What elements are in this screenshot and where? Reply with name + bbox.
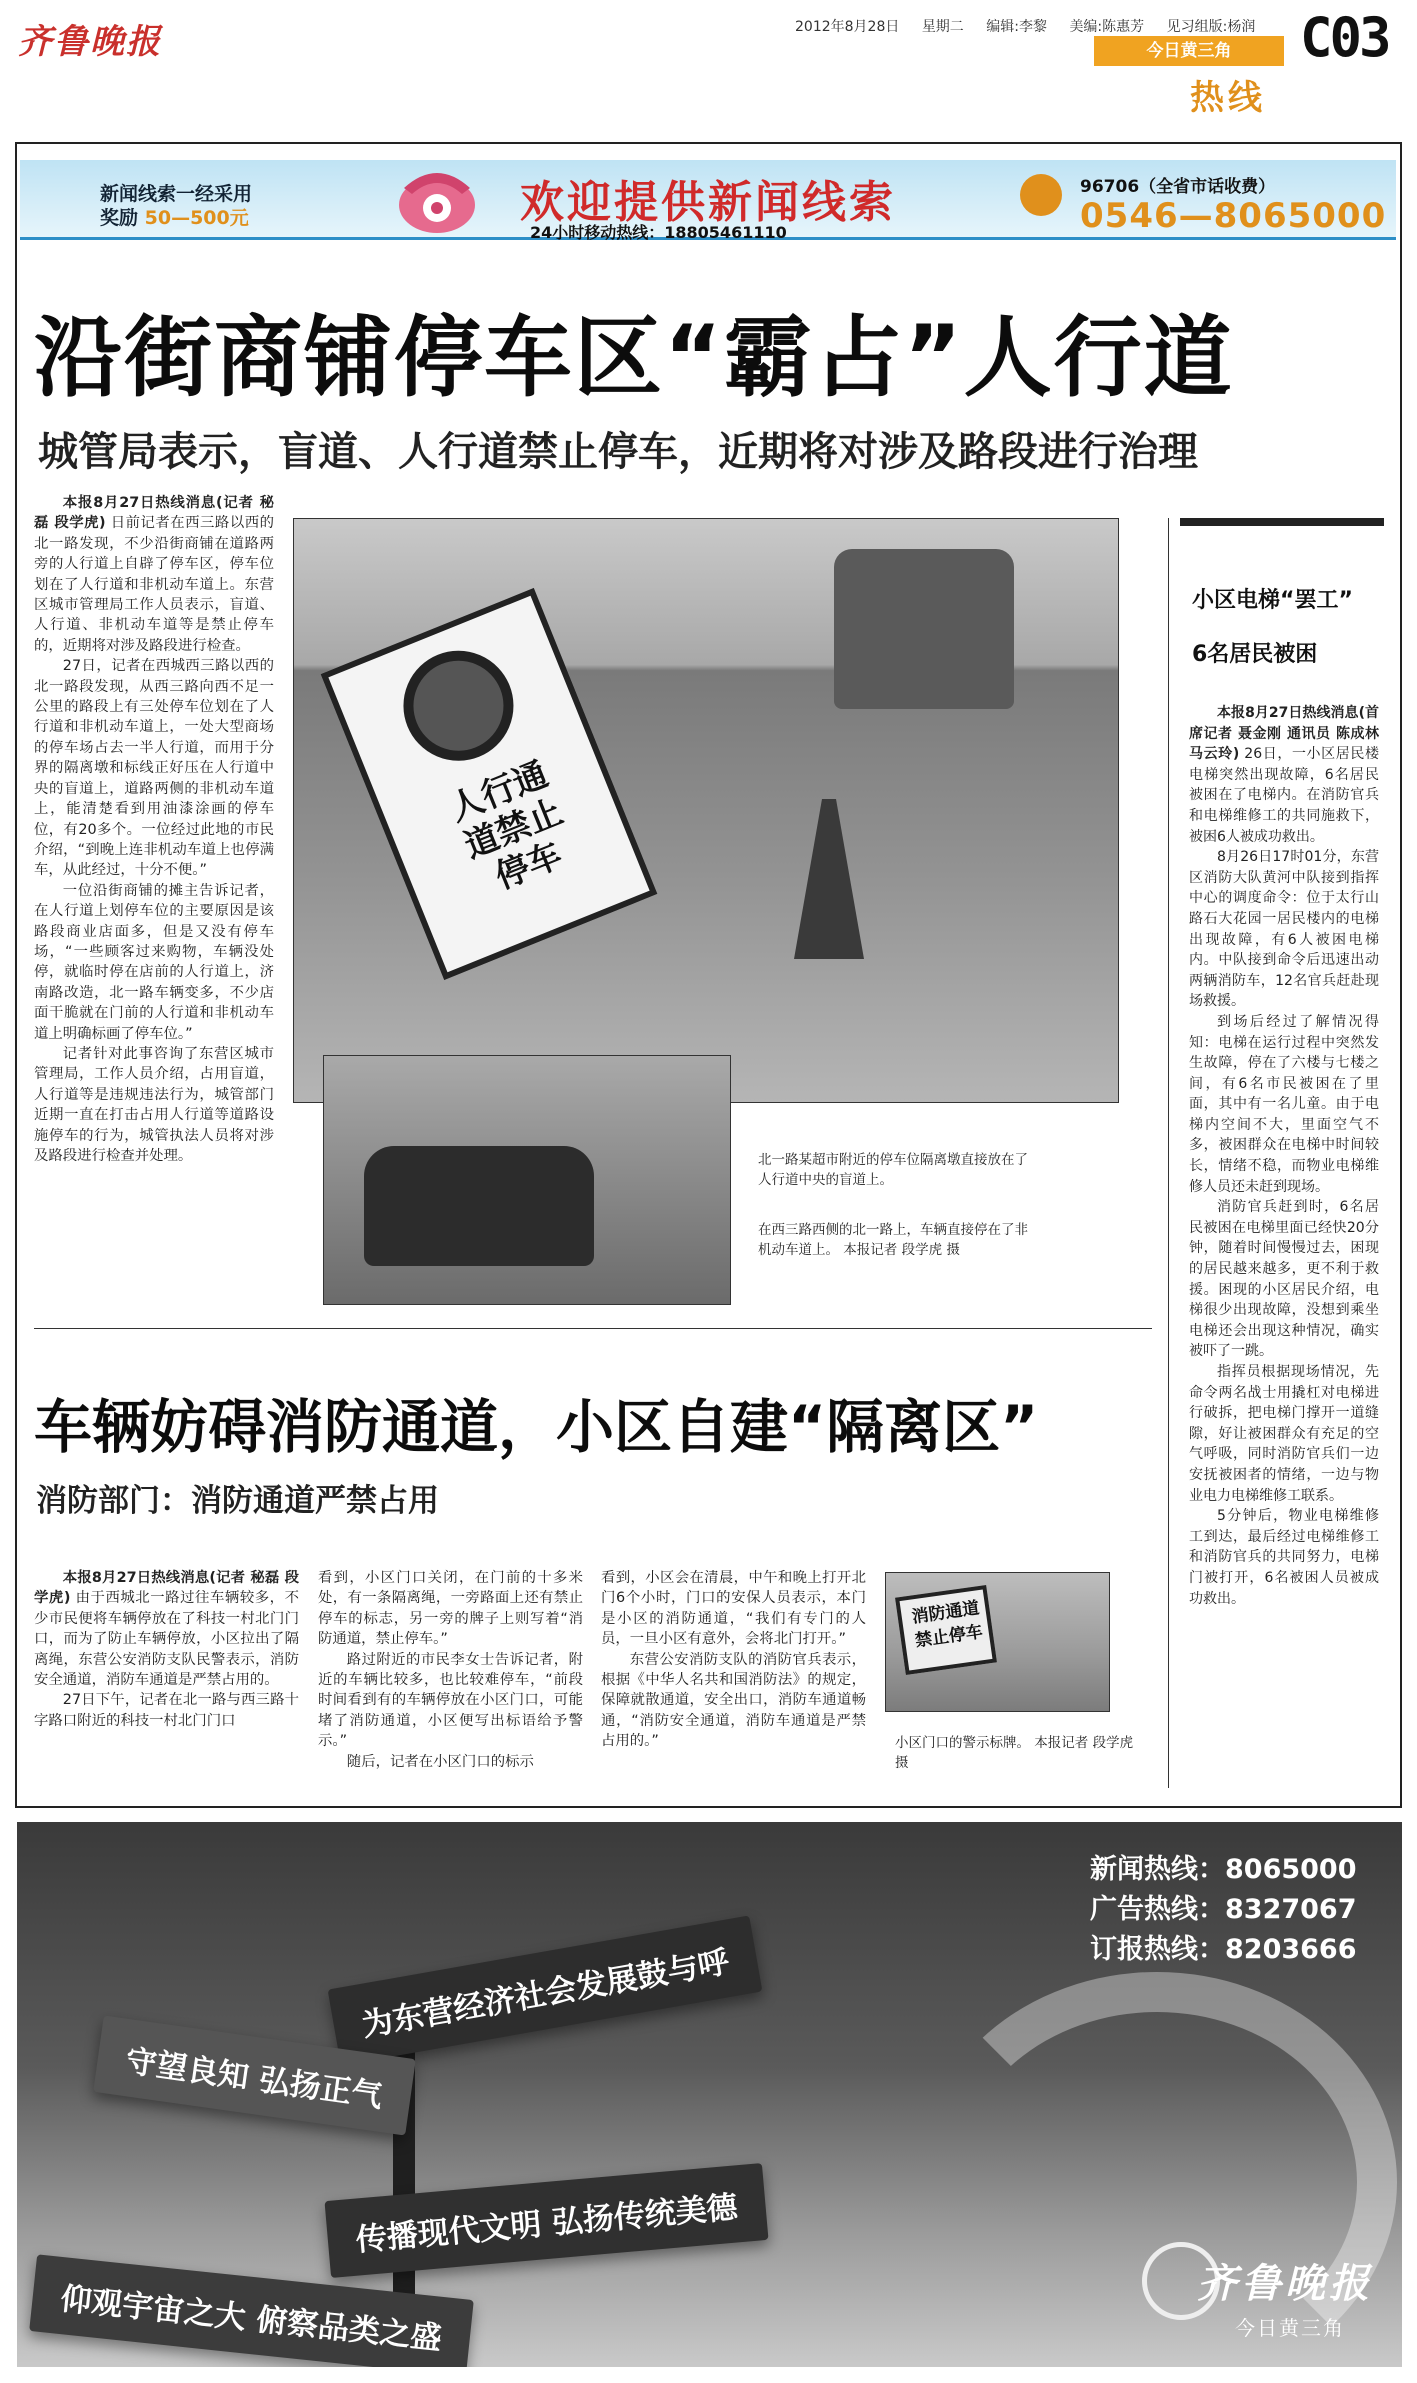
reward-amount: 50—500元 <box>144 207 249 229</box>
sidebar-paragraph: 指挥员根据现场情况，先命令两名战士用撬杠对电梯进行破拆，把电梯门撑开一道缝隙，好让被困群众有充足的空气呼吸，同时消防官兵们一边安抚被困者的情绪，一边与物业电力电梯维修工联系。 <box>1189 1364 1379 1504</box>
issue-date: 2012年8月28日 <box>795 19 900 35</box>
story2-subheadline: 消防部门：消防通道严禁占用 <box>36 1483 439 1519</box>
photo-caption: 北一路某超市附近的停车位隔离墩直接放在了人行道中央的盲道上。 <box>758 1152 1028 1188</box>
reward-line: 新闻线索一经采用 <box>100 183 253 205</box>
sidebar-paragraph: 26日，一小区居民楼电梯突然出现故障，6名居民被困在了电梯内。在消防官兵和电梯维修工的共同施救下，被困6人被成功救出。 <box>1189 746 1379 845</box>
photo-caption: 在西三路西侧的北一路上，车辆直接停在了非机动车道上。 本报记者 段学虎 摄 <box>758 1222 1028 1258</box>
story2-paragraph: 随后，记者在小区门口的标示 <box>346 1753 534 1770</box>
story2-paragraph: 27日下午，记者在北一路与西三路十字路口附近的科技一村北门门口 <box>34 1692 299 1729</box>
story2-photo <box>885 1572 1110 1712</box>
signpost-board: 为东营经济社会发展鼓与呼 <box>328 1915 763 2065</box>
news-hotline: 新闻热线：8065000 <box>1090 1854 1357 1885</box>
dateline <box>795 16 1273 36</box>
ad-hotline: 广告热线：8327067 <box>1090 1894 1357 1925</box>
reward-amount-line <box>100 206 252 230</box>
story2-paragraph: 看到，小区会在清晨，中午和晚上打开北门6个小时，门口的安保人员表示，本门是小区的消防通道，“我们有专门的人员，一旦小区有意外，会将北门打开。” <box>601 1570 866 1648</box>
story2-paragraph: 看到，小区门口关闭，在门前的十多米处，有一条隔离绳，一旁路面上还有禁止停车的标志，另一旁的牌子上则写着“消防通道，禁止停车。” <box>318 1570 583 1648</box>
banner-title: 欢迎提供新闻线索 <box>520 177 896 228</box>
story2-paragraph: 路过附近的市民李女士告诉记者，附近的车辆比较多，也比较难停车，“前段时间看到有的车辆停放在小区门口，可能堵了消防通道，小区便写出标语给予警示。” <box>318 1651 583 1750</box>
story2-column <box>318 1568 583 1783</box>
mobile-hotline: 24小时移动热线：18805461110 <box>530 223 787 242</box>
hotline-banner <box>20 160 1396 240</box>
story2-headline: 车辆妨碍消防通道，小区自建“隔离区” <box>34 1393 1039 1461</box>
story2-paragraph: 东营公安消防支队的消防官兵表示，根据《中华人名共和国消防法》的规定，保障就散通道，安全出口，消防车通道畅通，“消防安全通道，消防车通道是严禁占用的。” <box>601 1651 866 1750</box>
sidebar-paragraph: 到场后经过了解情况得知：电梯在运行过程中突然发生故障，停在了六楼与七楼之间，有6名市民被困在了里面，其中有一名儿童。由于电梯内空间不大，里面空气不多，被困群众在电梯中时间较长，情绪不稳，而物业电梯维修人员还未赶到现场。 <box>1189 1013 1379 1195</box>
parked-car <box>834 549 1014 709</box>
free-call-number: 96706（全省市话收费） <box>1080 177 1276 197</box>
no-parking-sign <box>321 588 658 980</box>
telephone-icon <box>390 160 485 240</box>
signpost-board: 守望良知 弘扬正气 <box>93 2015 415 2135</box>
story2-column <box>34 1568 299 1783</box>
photo-caption: 小区门口的警示标牌。 本报记者 段学虎 摄 <box>895 1735 1134 1771</box>
sidebar-top-rule <box>1180 518 1384 526</box>
sidebar-paragraph: 8月26日17时01分，东营区消防大队黄河中队接到指挥中心的调度命令：位于太行山路石大花园一居民楼内的电梯出现故障，有6人被困电梯内。中队接到命令后迅速出动两辆消防车，12名官兵赶赴现场救援。 <box>1189 849 1379 1010</box>
editor-credit: 编辑:李黎 <box>986 19 1047 35</box>
traffic-cone <box>794 799 864 959</box>
sign-text: 人行通道禁止停车 <box>443 754 569 898</box>
signpost-board: 传播现代文明 弘扬传统美德 <box>324 2163 768 2278</box>
sidebar-paragraph: 5分钟后，物业电梯维修工到达，最后经过电梯维修工和消防官兵的共同努力，电梯门被打开，6名被困人员被成功救出。 <box>1189 1508 1379 1607</box>
story1-headline: 沿街商铺停车区“霸占”人行道 <box>34 306 1234 409</box>
sidebar-lead: 本报8月27日热线消息(首席记者 聂金刚 通讯员 陈成林 马云玲) <box>1189 705 1379 763</box>
fire-lane-sign <box>895 1585 997 1675</box>
subscribe-hotline: 订报热线：8203666 <box>1090 1934 1357 1965</box>
proofreader-credit: 见习组版:杨润 <box>1166 19 1256 35</box>
telephone-number: 0546—8065000 <box>1080 196 1387 236</box>
promo-ad <box>17 1822 1402 2367</box>
sidebar-subheadline: 6名居民被困 <box>1192 642 1318 667</box>
story1-paragraph: 日前记者在西三路以西的北一路发现，不少沿街商铺在道路两旁的人行道上自辟了停车区，停车位划在了人行道和非机动车道上。东营区城市管理局工作人员表示，盲道、人行道、非机动车道等是禁止停车的，近期将对涉及路段进行检查。 <box>34 515 274 654</box>
ad-logo: 齐鲁晚报 <box>1197 2260 1373 2307</box>
story1-paragraph: 记者针对此事咨询了东营区城市管理局，工作人员介绍，占用盲道，人行道等是违规违法行为，城管部门近期一直在打击占用人行道等道路设施停车的行为，城管执法人员将对涉及路段进行检查并处理。 <box>34 1045 274 1164</box>
sidebar-paragraph: 消防官兵赶到时，6名居民被困在电梯里面已经快20分钟，随着时间慢慢过去，困现的居民越来越多，更不利于救援。困现的小区居民介绍，电梯很少出现故障，没想到乘坐电梯还会出现这种情况，确实被吓了一跳。 <box>1189 1199 1379 1360</box>
no-parking-icon <box>387 634 530 777</box>
story1-paragraph: 27日，记者在西城西三路以西的北一路段发现，从西三路向西不足一公里的路段上有三处停车位划在了人行道和非机动车道上，一处大型商场的停车场占去一半人行道，而用于分界的隔离墩和标线正好压在人行道中央的盲道上，道路两侧的非机动车道上，能清楚看到用油漆涂画的停车位，有20多个。一位经过此地的市民介绍，“到晚上连非机动车道上也停满车，从此经过，十分不便。” <box>34 658 274 879</box>
issue-weekday: 星期二 <box>921 19 964 35</box>
story1-photo-inset <box>323 1055 731 1305</box>
story1-subheadline: 城管局表示，盲道、人行道禁止停车，近期将对涉及路段进行治理 <box>38 429 1198 475</box>
sign-text: 消防通道禁止停车 <box>910 1598 985 1652</box>
column-rule <box>1168 518 1169 1788</box>
parked-car <box>364 1146 594 1266</box>
newspaper-logo: 齐鲁晚报 <box>18 22 162 62</box>
story2-paragraph: 由于西城北一路过往车辆较多，不少市民便将车辆停放在了科技一村北门门口，而为了防止车辆停放，小区拉出了隔离绳，东营公安消防支队民警表示，消防安全通道，消防车通道是严禁占用的。 <box>34 1590 299 1689</box>
page-number: C03 <box>1300 6 1389 69</box>
ad-logo-subtitle: 今日黄三角 <box>1235 2316 1345 2340</box>
story1-body <box>34 493 274 1283</box>
phone-badge-icon <box>1020 174 1062 216</box>
story-divider <box>34 1328 1152 1329</box>
designer-credit: 美编:陈惠芳 <box>1069 19 1145 35</box>
signpost-board: 仰观宇宙之大 俯察品类之盛 <box>29 2254 473 2367</box>
section-name: 热线 <box>1190 78 1266 118</box>
story1-photo-main <box>293 518 1119 1103</box>
sidebar-body <box>1189 703 1379 1793</box>
section-tag: 今日黄三角 <box>1094 36 1284 66</box>
sidebar-headline: 小区电梯“罢工” <box>1192 588 1353 613</box>
story1-paragraph: 一位沿街商铺的摊主告诉记者，在人行道上划停车位的主要原因是该路段商业店面多，但是又没有停车场，“一些顾客过来购物，车辆没处停，就临时停在店前的人行道上，济南路改造，北一路车辆变多，不少店面干脆就在门前的人行道和非机动车道上明确标画了停车位。” <box>34 882 274 1042</box>
story1-lead: 本报8月27日热线消息(记者 秘磊 段学虎) <box>34 495 274 532</box>
story2-column <box>601 1568 866 1783</box>
reward-prefix: 奖励 <box>100 207 139 229</box>
reward-notice <box>100 182 252 230</box>
story2-lead: 本报8月27日热线消息(记者 秘磊 段学虎) <box>34 1570 299 1607</box>
